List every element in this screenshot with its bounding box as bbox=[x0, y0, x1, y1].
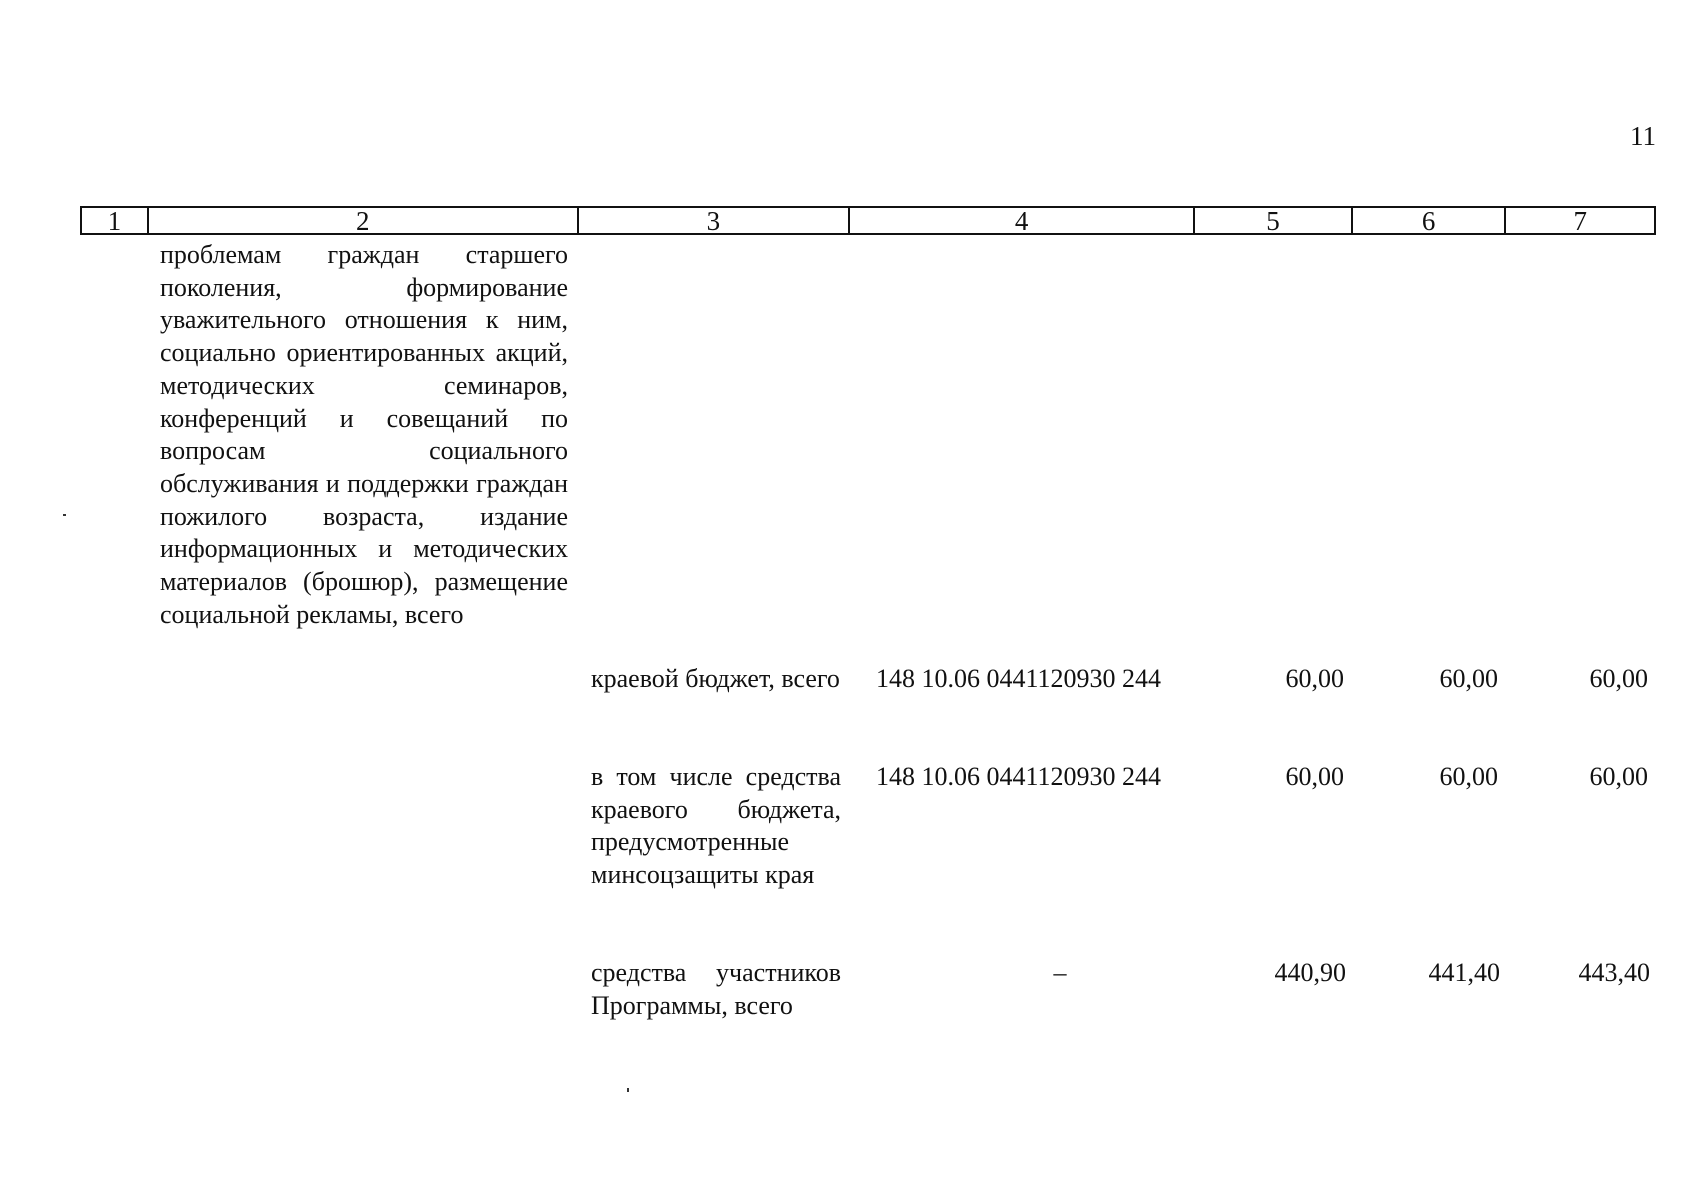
row-2-value-col-5: 60,00 bbox=[1285, 762, 1344, 791]
row-3-funding-source: средства участников Программы, всего bbox=[591, 958, 841, 1020]
header-col-3: 3 bbox=[579, 208, 850, 233]
row-2-value-col-7: 60,00 bbox=[1589, 762, 1648, 791]
row-2-budget-code: 148 10.06 0441120930 244 bbox=[876, 762, 1162, 791]
row-1-value-col-7: 60,00 bbox=[1589, 664, 1648, 693]
header-col-5: 5 bbox=[1195, 208, 1353, 233]
page-number: 11 bbox=[1630, 121, 1656, 151]
header-col-6: 6 bbox=[1353, 208, 1507, 233]
row-1-value-col-5: 60,00 bbox=[1285, 664, 1344, 693]
scan-speck bbox=[627, 1088, 629, 1092]
header-col-4: 4 bbox=[850, 208, 1195, 233]
table-header-row bbox=[80, 206, 1656, 235]
activity-description: проблемам граждан старшего поколения, формирование уважительного отношения к ним, социально ориентированных акций, методических семинаров, конференций и совещаний по вопросам социального обслуживания и поддержки граждан пожилого возраста, издание информационных и методических материалов (брошюр), размещение социальной рекламы, всего bbox=[160, 240, 568, 629]
row-2-funding-source: в том числе средства краевого бюджета, предусмотренные минсоцзащиты края bbox=[591, 762, 841, 890]
row-3-value-col-6: 441,40 bbox=[1428, 958, 1500, 987]
scan-speck bbox=[63, 514, 66, 516]
row-3-value-col-5: 440,90 bbox=[1274, 958, 1346, 987]
row-2-value-col-6: 60,00 bbox=[1439, 762, 1498, 791]
header-col-2: 2 bbox=[149, 208, 579, 233]
row-3-value-col-7: 443,40 bbox=[1578, 958, 1650, 987]
row-1-budget-code: 148 10.06 0441120930 244 bbox=[876, 664, 1162, 693]
header-col-7: 7 bbox=[1573, 206, 1587, 236]
header-col-1: 1 bbox=[82, 208, 149, 233]
row-3-budget-code: – bbox=[1053, 958, 1067, 987]
row-1-funding-source: краевой бюджет, всего bbox=[591, 664, 840, 693]
row-1-value-col-6: 60,00 bbox=[1439, 664, 1498, 693]
